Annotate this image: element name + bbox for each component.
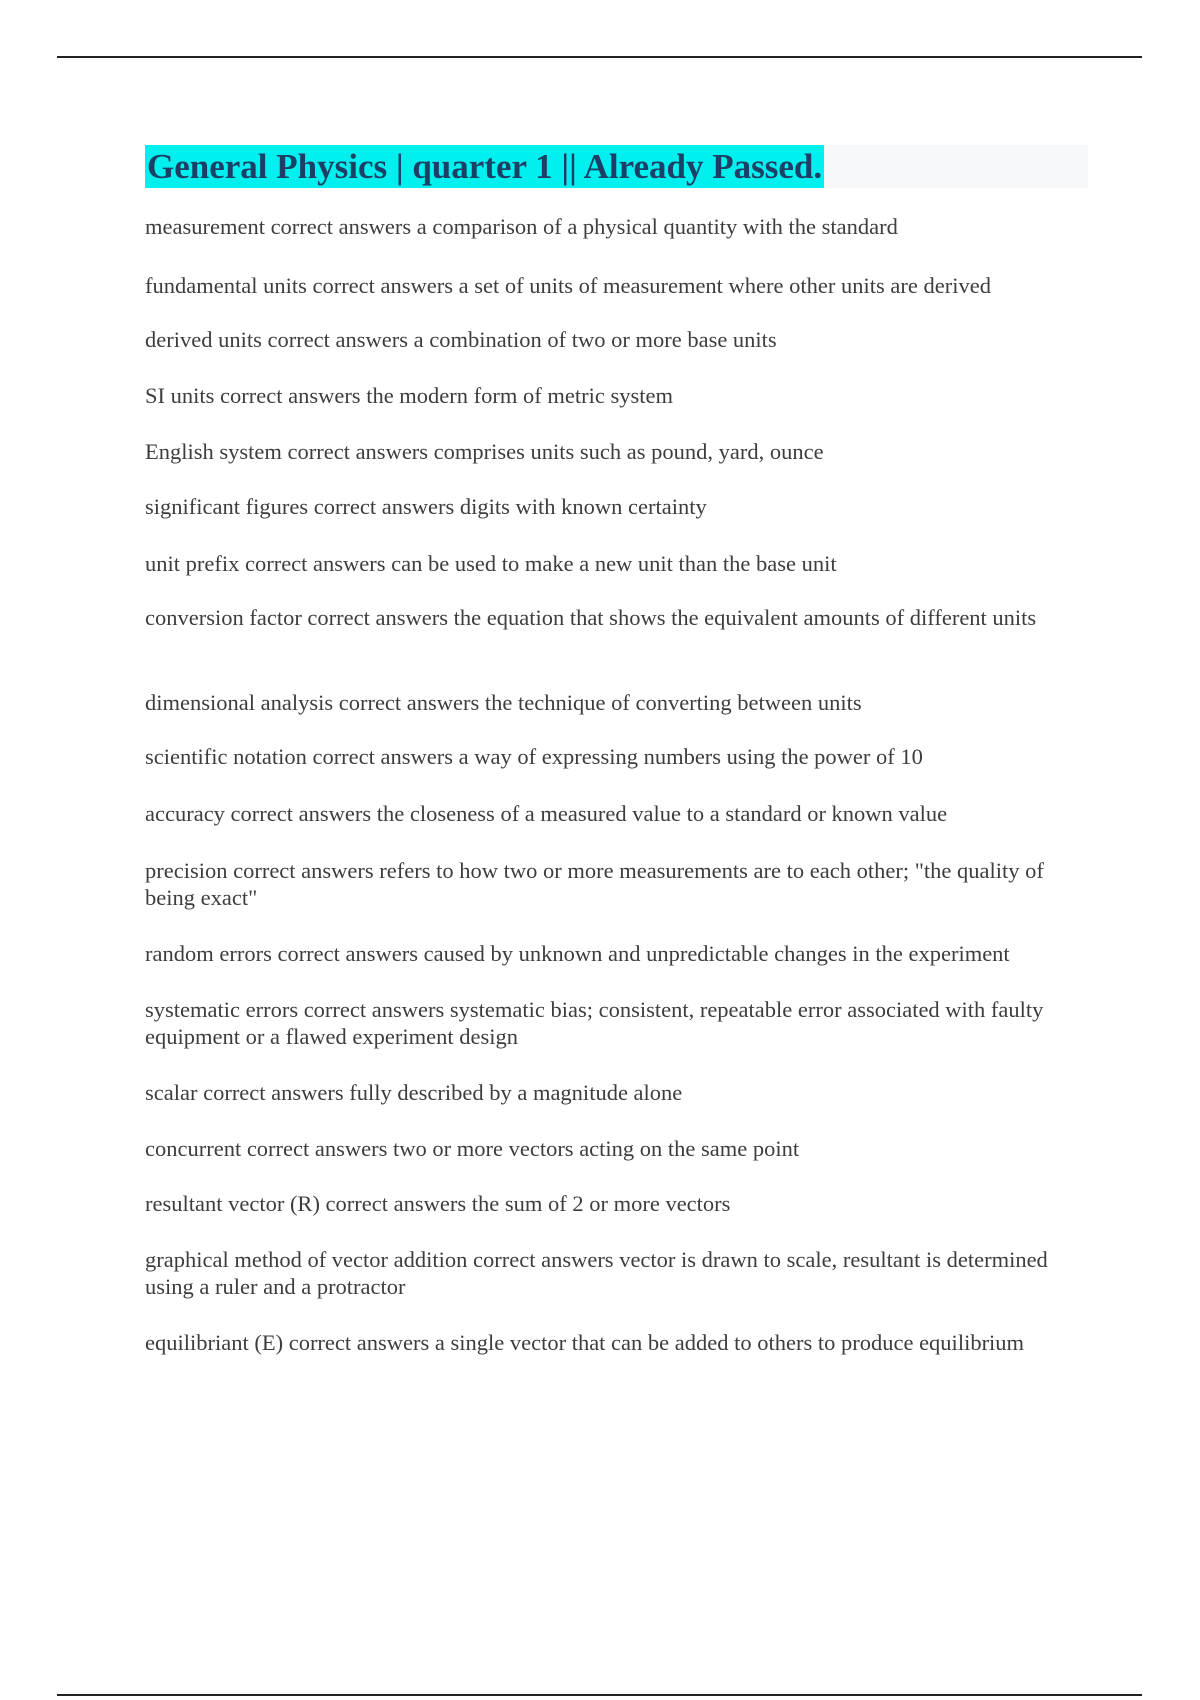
term-measurement: measurement correct answers a comparison of a physical quantity with the standard: [145, 214, 898, 239]
term-concurrent: concurrent correct answers two or more vectors acting on the same point: [145, 1136, 800, 1161]
footer-rule: [57, 1694, 1142, 1696]
term-english-system: English system correct answers comprises units such as pound, yard, ounce: [145, 439, 824, 464]
header-rule: [57, 56, 1142, 58]
term-precision: precision correct answers refers to how two or more measurements are to each other; "the quality of being exact": [145, 858, 1044, 910]
term-random-errors: random errors correct answers caused by unknown and unpredictable changes in the experiment: [145, 941, 1010, 966]
term-dimensional-analysis: dimensional analysis correct answers the technique of converting between units: [145, 690, 862, 715]
term-equilibriant: equilibriant (E) correct answers a single vector that can be added to others to produce equilibrium: [145, 1330, 1025, 1355]
term-significant-figures: significant figures correct answers digits with known certainty: [145, 494, 707, 519]
term-scientific-notation: scientific notation correct answers a way of expressing numbers using the power of 10: [145, 744, 923, 769]
term-accuracy: accuracy correct answers the closeness of a measured value to a standard or known value: [145, 801, 948, 826]
term-resultant-vector: resultant vector (R) correct answers the sum of 2 or more vectors: [145, 1191, 731, 1216]
term-systematic-errors: systematic errors correct answers systematic bias; consistent, repeatable error associated with faulty equipment or a flawed experiment design: [145, 997, 1044, 1049]
term-derived-units: derived units correct answers a combination of two or more base units: [145, 327, 777, 352]
document-title: General Physics | quarter 1 || Already Passed.: [147, 147, 823, 186]
term-scalar: scalar correct answers fully described by a magnitude alone: [145, 1080, 683, 1105]
term-graphical-method: graphical method of vector addition correct answers vector is drawn to scale, resultant is determined using a ruler and a protractor: [145, 1247, 1048, 1299]
term-fundamental-units: fundamental units correct answers a set of units of measurement where other units are derived: [145, 273, 991, 298]
term-unit-prefix: unit prefix correct answers can be used to make a new unit than the base unit: [145, 551, 837, 576]
term-si-units: SI units correct answers the modern form of metric system: [145, 383, 673, 408]
term-conversion-factor: conversion factor correct answers the equation that shows the equivalent amounts of different units: [145, 605, 1037, 630]
